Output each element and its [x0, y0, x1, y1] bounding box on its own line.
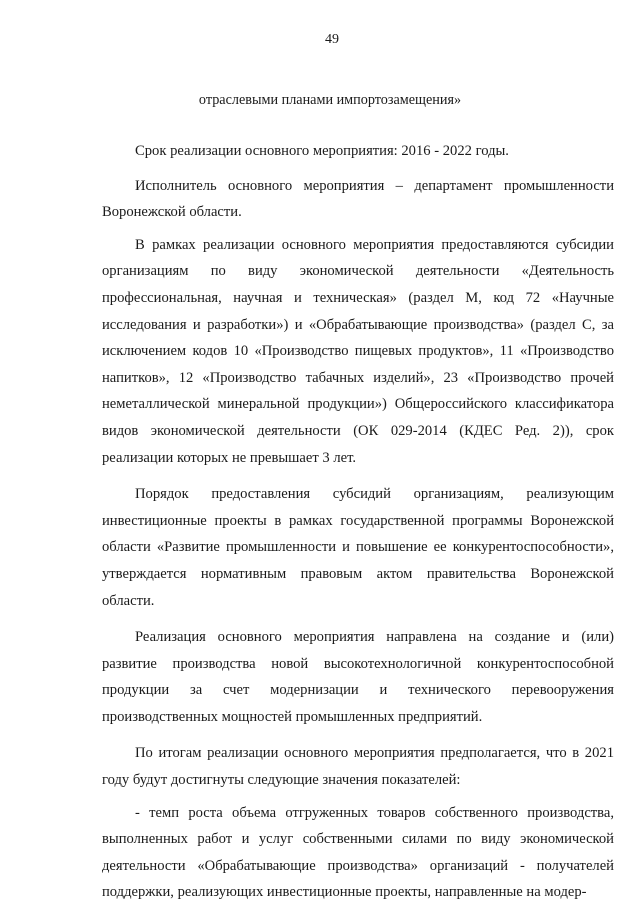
paragraph-executor: Исполнитель основного мероприятия – департамент промышленности Воронежской области. — [102, 177, 614, 221]
paragraph-term: Срок реализации основного мероприятия: 2016 - 2022 годы. — [135, 143, 509, 159]
paragraph-results: По итогам реализации основного мероприятия предполагается, что в 2021 году будут достигнуты следующие значения показателей: — [102, 745, 614, 789]
paragraph-subsidies: В рамках реализации основного мероприятия предоставляются субсидии организациям по виду экономической деятельности «Деятельность профессиональная, научная и техническая» (раздел М, код 72 «Научные исследования и разработки») и «Обрабатывающие производства» (раздел С, за исключением кодов 10 «Производство пищевых продуктов», 11 «Производство напитков», 12 «Производство табачных изделий», 23 «Производство прочей неметаллической минеральной продукции») Общероссийского классификатора видов экономической деятельности (ОК 029-2014 (КДЕС Ред. 2)), срок реализации которых не превышает 3 лет. — [102, 236, 614, 466]
document-body — [102, 138, 614, 906]
page-number: 49 — [325, 32, 339, 47]
paragraph-goal: Реализация основного мероприятия направлена на создание и (или) развитие производства новой высокотехнологичной конкурентоспособной продукции за счет модернизации и технического перевооружения производственных мощностей промышленных предприятий. — [102, 629, 614, 725]
paragraph-procedure: Порядок предоставления субсидий организациям, реализующим инвестиционные проекты в рамках государственной программы Воронежской области «Развитие промышленности и повышение ее конкурентоспособности», утверждается нормативным правовым актом правительства Воронежской области. — [102, 486, 614, 609]
paragraph-indicator: - темп роста объема отгруженных товаров собственного производства, выполненных работ и услуг собственными силами по виду экономической деятельности «Обрабатывающие производства» организаций - получателей поддержки, реализующих инвестиционные проекты, направленные на модер- — [102, 804, 614, 901]
heading-continuation: отраслевыми планами импортозамещения» — [198, 92, 462, 108]
